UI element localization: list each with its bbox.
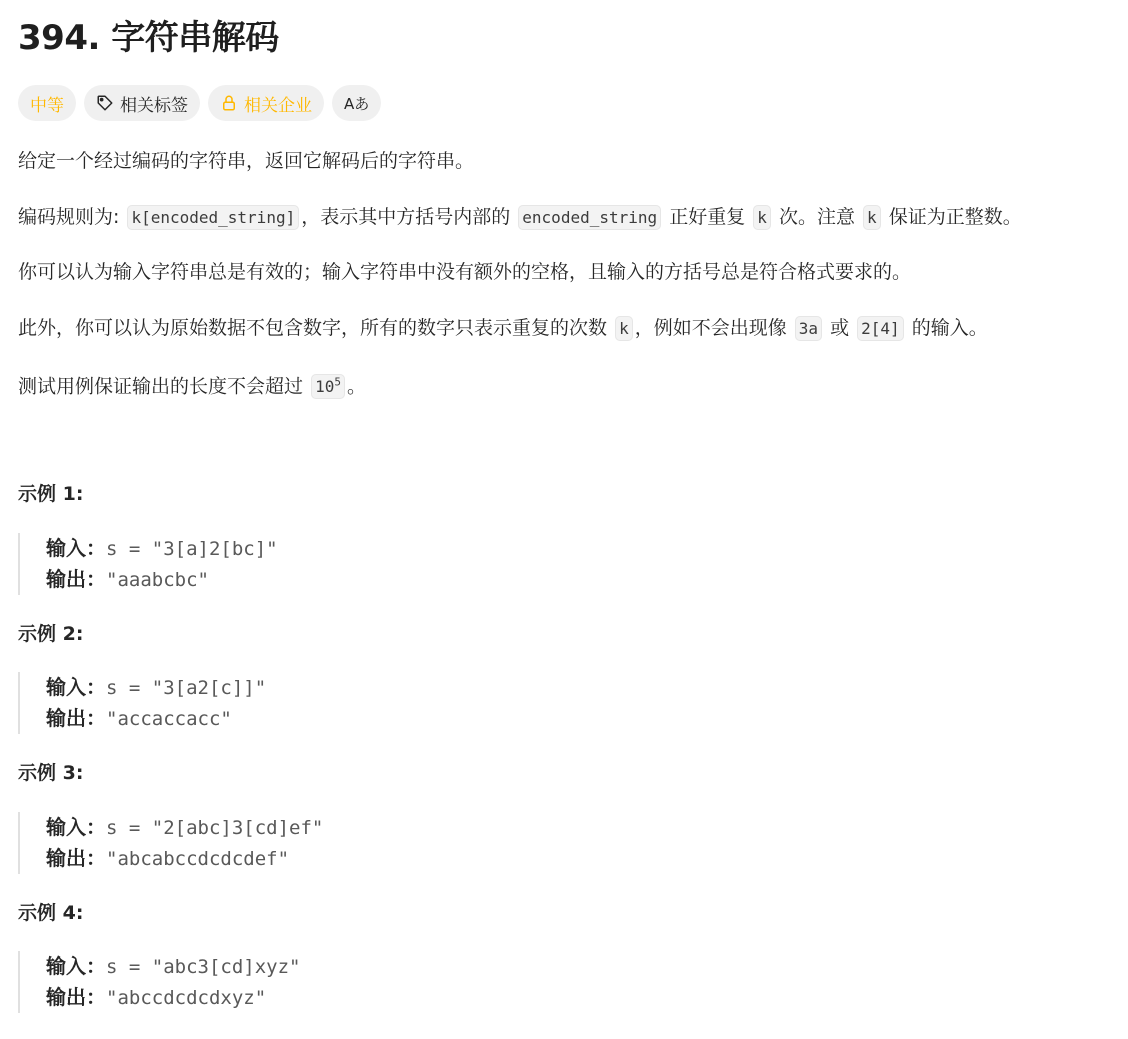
p5-code-limit	[311, 374, 345, 399]
output-value: "abccdcdcdxyz"	[106, 987, 267, 1009]
description-p5	[18, 367, 366, 403]
p2-text-1: 编码规则为:	[18, 206, 120, 228]
example-2-block	[18, 672, 266, 734]
description-p3: 你可以认为输入字符串总是有效的；输入字符串中没有额外的空格，且输入的方括号总是符合格式要求的。	[18, 261, 912, 283]
example-4-title: 示例 4:	[18, 902, 84, 924]
tag-icon	[96, 94, 114, 112]
example-4-block	[18, 951, 300, 1013]
input-label: 输入：	[46, 675, 106, 699]
p4-text-1: 此外，你可以认为原始数据不包含数字，所有的数字只表示重复的次数	[18, 317, 608, 339]
output-label: 输出：	[46, 846, 106, 870]
translate-icon: Aあ	[344, 94, 370, 113]
output-label: 输出：	[46, 985, 106, 1009]
p2-code-k2: k	[863, 205, 881, 230]
p2-code-encoded: encoded_string	[518, 205, 661, 230]
p4-text-4: 的输入。	[911, 317, 988, 339]
p4-code-3a: 3a	[795, 316, 822, 341]
p2-code-format: k[encoded_string]	[127, 205, 299, 230]
output-label: 输出：	[46, 706, 106, 730]
limit-exponent: 5	[334, 376, 341, 389]
example-1-block	[18, 533, 278, 595]
input-label: 输入：	[46, 536, 106, 560]
related-companies-button[interactable]	[208, 85, 324, 121]
description-p4	[18, 312, 988, 345]
output-value: "accaccacc"	[106, 708, 232, 730]
p4-code-24: 2[4]	[857, 316, 904, 341]
related-tags-button[interactable]	[84, 85, 200, 121]
p2-text-4: 次。注意	[778, 206, 855, 228]
related-companies-label: 相关企业	[244, 95, 312, 116]
p4-text-2: ，例如不会出现像	[634, 317, 787, 339]
related-tags-label: 相关标签	[120, 95, 188, 116]
input-value: s = "3[a2[c]]"	[106, 677, 267, 699]
p4-text-3: 或	[830, 317, 850, 339]
difficulty-badge	[18, 85, 76, 121]
example-3-title: 示例 3:	[18, 762, 84, 784]
output-value: "aaabcbc"	[106, 569, 209, 591]
output-value: "abcabccdcdcdef"	[106, 848, 290, 870]
example-3-block	[18, 812, 323, 874]
problem-title: 394. 字符串解码	[18, 18, 279, 58]
p4-code-k: k	[615, 316, 633, 341]
translate-button[interactable]	[332, 85, 381, 121]
input-label: 输入：	[46, 815, 106, 839]
description-p1: 给定一个经过编码的字符串，返回它解码后的字符串。	[18, 150, 475, 172]
input-label: 输入：	[46, 954, 106, 978]
difficulty-label: 中等	[30, 95, 64, 116]
p2-code-k: k	[753, 205, 771, 230]
p2-text-3: 正好重复	[669, 206, 746, 228]
example-1-title: 示例 1:	[18, 483, 84, 505]
input-value: s = "2[abc]3[cd]ef"	[106, 817, 324, 839]
limit-base: 10	[315, 377, 335, 397]
lock-icon	[220, 94, 238, 112]
p2-text-5: 保证为正整数。	[888, 206, 1022, 228]
example-2-title: 示例 2:	[18, 623, 84, 645]
p5-text-2: 。	[346, 375, 366, 398]
description-p2	[18, 201, 1022, 234]
p5-text-1: 测试用例保证输出的长度不会超过	[18, 375, 304, 398]
p2-text-2: ，表示其中方括号内部的	[301, 206, 511, 228]
output-label: 输出：	[46, 567, 106, 591]
input-value: s = "3[a]2[bc]"	[106, 538, 278, 560]
tag-bar	[18, 85, 381, 121]
input-value: s = "abc3[cd]xyz"	[106, 956, 301, 978]
